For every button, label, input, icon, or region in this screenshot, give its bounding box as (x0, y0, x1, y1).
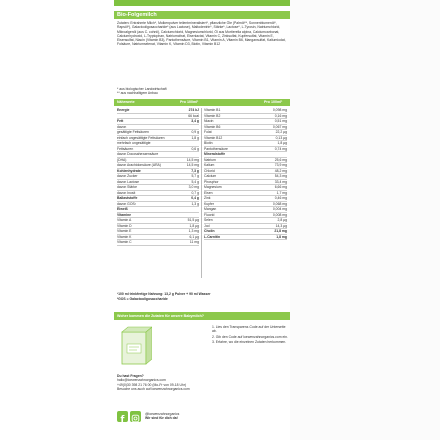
nutrient-name: Vitamin C (117, 240, 132, 244)
nutrient-name: Ballaststoffe (117, 196, 138, 200)
nutrient-value: 14,5 mg (186, 157, 199, 162)
nutrition-title: Nährwerte (117, 100, 135, 104)
nutrition-row (204, 235, 287, 241)
nutrient-name: Vitamin B2 (204, 113, 221, 118)
ingredient-notes (117, 87, 287, 96)
nutrient-name: Cholin (204, 229, 215, 233)
nutrient-value: 5,7 g (191, 174, 199, 178)
nutrient-value: 0,7 g (191, 190, 199, 195)
social-block (117, 411, 237, 423)
social-text (145, 412, 179, 421)
nutrient-value: 1,3 g (191, 201, 199, 206)
social-handle: @loewenzahnorganics (145, 412, 180, 416)
nutrient-value: 0,6 g (191, 146, 199, 151)
nutrient-value: 0,098 mg (272, 108, 287, 112)
nutrient-value: 0,067 mg (272, 124, 287, 129)
nutrient-name: Kalium (204, 163, 215, 167)
nutrient-name: Vitamine (117, 212, 132, 217)
nutrient-name: Folat (204, 130, 212, 134)
nutrient-value: 33,4 mg (274, 179, 287, 184)
nutrient-name: (DHA) (117, 157, 127, 162)
nutrient-name: Pantothensäure (204, 146, 228, 151)
contact-block (117, 374, 287, 391)
nutrient-value: 0,46 mg (274, 196, 287, 200)
nutrient-name: gesättigte Fettsäuren (117, 130, 149, 134)
nutrient-value: 21,8 mg (274, 229, 287, 233)
nutrient-name: davon Stärke (117, 185, 137, 189)
packaging-right-edge (290, 0, 440, 440)
social-tagline: Wir sind für dich da! (145, 416, 178, 421)
footnotes (117, 292, 287, 301)
nutrient-value: 0,16 mg (274, 113, 287, 118)
contact-title: Du hast Fragen? (117, 374, 144, 378)
transparency-steps (212, 325, 288, 344)
nutrient-name: Vitamin B12 (204, 135, 223, 140)
step-3: 3. Erfahre, wo die einzelnen Zutaten herkommen. (212, 339, 287, 344)
nutrient-name: Natrium (204, 157, 216, 162)
nutrient-value: 6,1 µg (189, 234, 199, 239)
nutrient-name: Mangan (204, 207, 217, 211)
nutrient-value: 3,4 g (191, 119, 199, 123)
nutrient-name: Chlorid (204, 168, 215, 173)
note-sustainable: ** aus nachhaltigem Anbau (117, 91, 158, 96)
origin-question: Woher kommen die Zutaten für unsere Babymilch? (117, 314, 204, 318)
nutrient-name: Eiweiß (117, 207, 128, 211)
nutrition-row (117, 240, 199, 246)
nutrient-value: 22,2 µg (275, 130, 287, 134)
nutrient-name: Vitamin A (117, 218, 132, 222)
nutrient-name: L-Carnitin (204, 234, 221, 239)
nutrient-value: 2,8 µg (277, 218, 287, 222)
facebook-icon (117, 411, 128, 422)
nutrient-value: 1,8 mg (276, 234, 287, 239)
nutrient-name: Eisen (204, 190, 213, 195)
nutrient-value: 1,8 µg (277, 141, 287, 145)
nutrient-value: 14,5 mg (186, 163, 199, 167)
nutrient-value: 66 kcal (188, 113, 199, 118)
nutrient-value: 0,74 mg (274, 146, 287, 151)
nutrient-name: davon Lactose (117, 179, 140, 184)
nutrient-name: davon (117, 124, 127, 129)
footnote-gos: ²GOS = Galactooligosaccharide (117, 296, 168, 301)
nutrient-name: Selen (204, 218, 213, 222)
nutrient-name: Biotin (204, 141, 213, 145)
nutrient-name: Magnesium (204, 185, 222, 189)
product-heading-bar (114, 11, 290, 19)
nutrient-value: 1,8 g (191, 135, 199, 140)
ingredients-text: Zutaten: Entrahmte Milch*, Molkenpulver teilentmineralisiert*, pflanzliche Öle (Palmöl**, Sonnenblumenöl*, Rapsöl*), Galactooligosaccharide* (aus Lactose), Maltodextrin*, Stärke*, Lactose*, L-Tyrosin, Natriumchlorid, Mikroalgenöl (aus C. cohnii), Calciumchlorid, Magnesiumchlorid, Öl aus Mortierella alpina, Calciumcarbonat, Calciumhydroxid, L-Tryptophan, Natriumcitrat, Eisenlactat, Vitamin C, Zinksulfat, Kupfersulfat, Vitamin E, Eisensulfat, Niacin (Vitamin B3), Pantothensäure, Vitamin B1, Vitamin A, Vitamin B6, Mangansulfat, Kaliumiodat, Folsäure, Natriumselenat, Vitamin K, Vitamin D3, Biotin, Vitamin B12 (117, 21, 286, 47)
nutrition-left-column (117, 108, 199, 246)
nutrient-name: Calcium (204, 174, 217, 178)
nutrient-name: Zink (204, 196, 211, 200)
nutrient-value: 0,004 mg (272, 207, 287, 211)
top-green-band (114, 0, 290, 6)
instagram-icon (130, 411, 141, 422)
contact-email: hallo@loewenzahnorganics.com (117, 378, 166, 383)
nutrient-name: Vitamin B6 (204, 124, 221, 129)
nutrient-value: 0,13 µg (275, 135, 287, 140)
nutrient-name: davon Docosahexaensäure (117, 152, 159, 156)
package-back-panel (114, 0, 290, 440)
nutrition-col1-header: Pro 100ml¹ (180, 100, 199, 104)
nutrient-value: 54,3 mg (274, 174, 287, 178)
nutrient-value: 25,6 mg (274, 157, 287, 162)
product-heading: Bio-Folgemilch (117, 12, 157, 18)
note-organic: * aus biologischer Landwirtschaft (117, 87, 167, 91)
nutrient-name: davon Arachidonsäure (ARA) (117, 163, 161, 167)
nutrient-name: Fettsäuren (117, 146, 134, 151)
step-2: 2. Gib den Code auf loewenzahnorganics.com ein. (212, 334, 288, 339)
nutrient-value: 48,2 mg (274, 168, 287, 173)
origin-question-bar (114, 312, 290, 320)
nutrition-header (114, 99, 290, 106)
nutrient-name: Niacin (204, 119, 214, 123)
nutrient-name: mehrfach ungesättigte (117, 141, 151, 145)
nutrient-name: Phosphor (204, 179, 219, 184)
nutrient-value: 0,4 g (191, 196, 199, 200)
nutrition-col2-header: Pro 100ml¹ (264, 100, 283, 104)
nutrient-name: Jod (204, 223, 210, 228)
nutrient-value: 3,0 mg (188, 185, 199, 189)
contact-phone: +49(0)30 398 21 76 00 (Mo-Fr von 09-18 Uhr) (117, 382, 187, 387)
nutrient-value: 0,9 g (191, 130, 199, 134)
nutrient-value: 1,8 µg (189, 223, 199, 228)
nutrient-name: Vitamin B1 (204, 108, 221, 112)
nutrient-name: davon Inosit (117, 190, 136, 195)
footnote-serving: ¹100 ml trinkfertige Nahrung: 13,2 g Pulver + 90 ml Wasser (117, 292, 211, 296)
nutrient-name: Energie (117, 108, 130, 112)
step-1: 1. Lies den Transparenz-Code auf der Unterseite ab. (212, 325, 286, 334)
nutrient-value: 5,4 g (191, 179, 199, 184)
nutrient-value: 274 kJ (188, 108, 199, 112)
nutrient-value: 7,3 g (191, 168, 199, 173)
nutrient-name: davon GOS² (117, 201, 136, 206)
contact-web: Besuche uns auch auf loewenzahnorganics.com (117, 386, 190, 391)
nutrient-value: 1,3 mg (188, 229, 199, 233)
nutrient-value: 6,66 mg (274, 185, 287, 189)
nutrient-value: 1,7 mg (276, 190, 287, 195)
nutrient-name: Kohlenhydrate (117, 168, 141, 173)
nutrient-value: 0,51 mg (274, 119, 287, 123)
nutrient-name: Vitamin K (117, 234, 132, 239)
svg-text:f: f (120, 415, 125, 424)
nutrient-name: Kupfer (204, 201, 214, 206)
nutrient-name: Vitamin E (117, 229, 132, 233)
nutrition-right-column (204, 108, 287, 240)
column-divider (201, 108, 202, 278)
nutrient-name: einfach ungesättigte Fettsäuren (117, 135, 165, 140)
nutrient-value: 14,3 µg (275, 223, 287, 228)
nutrient-name: Vitamin D (117, 223, 132, 228)
nutrient-value: 11 mg (189, 240, 199, 244)
package-illustration-icon (120, 326, 152, 366)
nutrient-name: Fett (117, 119, 124, 123)
nutrient-name: Mineralstoffe (204, 152, 226, 156)
nutrient-value: 0,068 mg (272, 201, 287, 206)
nutrient-name: Fluorid (204, 212, 215, 217)
nutrient-value: 0,008 mg (272, 212, 287, 217)
nutrient-value: 51,5 µg (187, 218, 199, 222)
nutrient-name: davon Zucker (117, 174, 138, 178)
nutrient-value: 73,9 mg (274, 163, 287, 167)
